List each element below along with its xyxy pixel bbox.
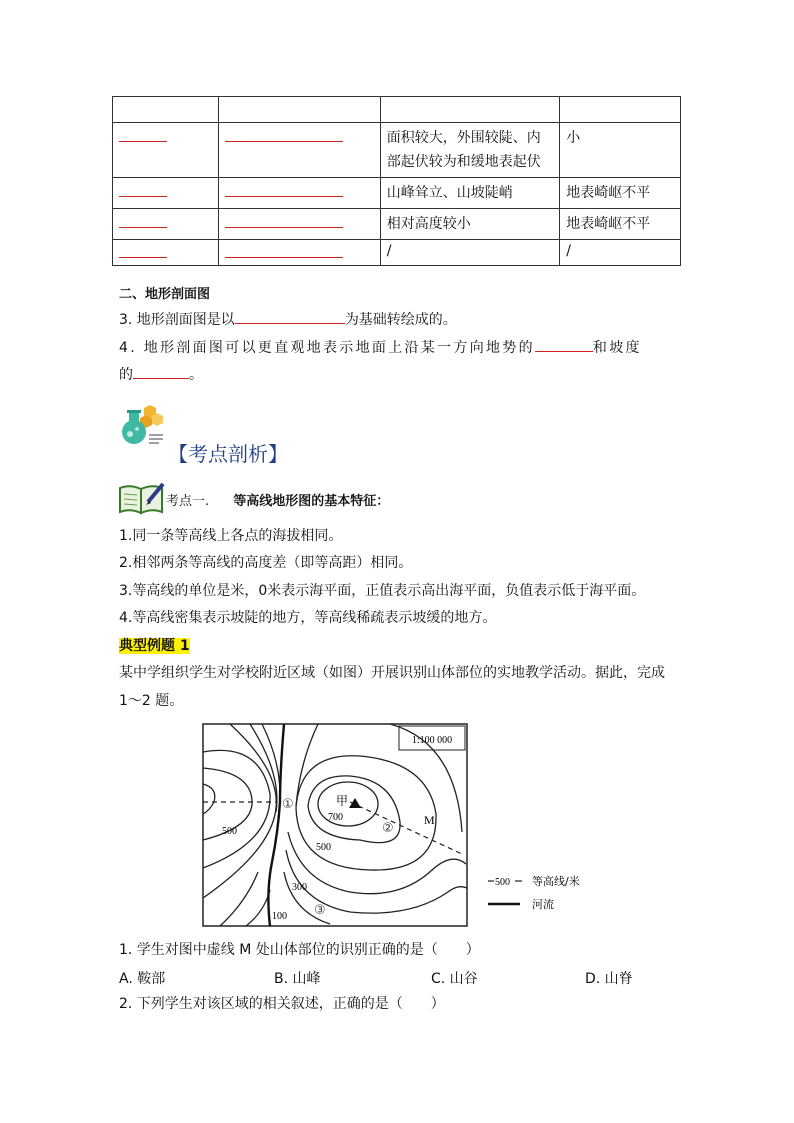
- table-cell: /: [380, 240, 560, 266]
- table-cell: [560, 97, 681, 123]
- table-cell: [113, 178, 219, 209]
- example-label: 典型例题 1: [119, 638, 190, 654]
- answer-blank[interactable]: [235, 309, 345, 324]
- legend-river-text: 河流: [532, 898, 554, 911]
- answer-blank[interactable]: [225, 182, 343, 197]
- option-b[interactable]: B. 山峰: [274, 971, 321, 987]
- flask-icon: [120, 404, 164, 448]
- table-row: [113, 209, 681, 240]
- table-row: [113, 178, 681, 209]
- question-4-line2: 的 。: [119, 364, 203, 385]
- table-row: [113, 240, 681, 266]
- point-1-header: 考点一. 等高线地形图的基本特征：: [166, 494, 390, 509]
- answer-blank[interactable]: [119, 243, 167, 258]
- table-cell: 面积较大，外围较陡、内部起伏较为和缓地表起伏: [380, 123, 560, 178]
- option-c[interactable]: C. 山谷: [431, 971, 478, 987]
- table-cell: [113, 97, 219, 123]
- contour-label: 500: [316, 842, 331, 853]
- table-row: [113, 97, 681, 123]
- table-cell: [113, 209, 219, 240]
- question-4: 4. 地形剖面图可以更直观地表示地面上沿某一方向地势的 和坡度: [119, 337, 642, 358]
- table-cell: [380, 97, 560, 123]
- section-title: 二、地形剖面图: [119, 287, 211, 302]
- legend-contour-value: 500: [495, 877, 510, 888]
- answer-blank[interactable]: [225, 127, 343, 142]
- table-row: [113, 123, 681, 178]
- point-1-item: 3.等高线的单位是米，0米表示海平面，正值表示高出海平面，负值表示低于海平面。: [119, 583, 646, 599]
- answer-blank[interactable]: [225, 243, 343, 258]
- contour-label: 700: [328, 812, 343, 823]
- legend-contour-text: 等高线/米: [532, 875, 580, 888]
- question-3: 3. 地形剖面图是以 为基础转绘成的。: [119, 309, 457, 330]
- map-legend: [486, 872, 606, 912]
- table-cell: 山峰耸立、山坡陡峭: [380, 178, 560, 209]
- terrain-table: [112, 96, 681, 266]
- table-cell: [218, 240, 380, 266]
- contour-label: 300: [292, 882, 307, 893]
- example-intro: 某中学组织学生对学校附近区域（如图）开展识别山体部位的实地教学活动。据此，完成: [119, 665, 665, 681]
- answer-blank[interactable]: [119, 182, 167, 197]
- scale-text: 1:100 000: [411, 735, 453, 746]
- point-1-item: 4.等高线密集表示坡陡的地方，等高线稀疏表示坡缓的地方。: [119, 610, 497, 626]
- question-2: 2. 下列学生对该区域的相关叙述，正确的是（ ）: [119, 996, 445, 1012]
- question-1: 1. 学生对图中虚线 M 处山体部位的识别正确的是（ ）: [119, 942, 480, 958]
- table-cell: [218, 123, 380, 178]
- table-cell: 地表崎岖不平: [560, 209, 681, 240]
- option-d[interactable]: D. 山脊: [585, 971, 633, 987]
- point-2-label: ②: [382, 821, 394, 836]
- answer-blank[interactable]: [225, 213, 343, 228]
- option-a[interactable]: A. 鞍部: [119, 971, 166, 987]
- point-1-item: 2.相邻两条等高线的高度差（即等高距）相同。: [119, 555, 413, 571]
- answer-blank[interactable]: [535, 337, 593, 352]
- book-pencil-icon: [118, 480, 166, 516]
- example-intro-2: 1～2 题。: [119, 693, 184, 709]
- contour-label: 500: [222, 826, 237, 837]
- table-cell: 小: [560, 123, 681, 178]
- m-label: M: [424, 813, 435, 827]
- table-cell: 地表崎岖不平: [560, 178, 681, 209]
- point-3-label: ③: [314, 903, 326, 918]
- table-cell: [218, 178, 380, 209]
- answer-blank[interactable]: [133, 364, 189, 379]
- table-cell: 相对高度较小: [380, 209, 560, 240]
- table-cell: [113, 123, 219, 178]
- table-cell: [218, 209, 380, 240]
- table-cell: [218, 97, 380, 123]
- answer-blank[interactable]: [119, 127, 167, 142]
- peak-label: 甲: [336, 794, 349, 808]
- answer-blank[interactable]: [119, 213, 167, 228]
- point-1-label: ①: [282, 797, 294, 812]
- table-cell: [113, 240, 219, 266]
- table-cell: /: [560, 240, 681, 266]
- contour-map: [200, 722, 470, 928]
- contour-label: 100: [272, 911, 287, 922]
- analysis-title: 【考点剖析】: [168, 442, 288, 466]
- point-1-item: 1.同一条等高线上各点的海拔相同。: [119, 528, 343, 544]
